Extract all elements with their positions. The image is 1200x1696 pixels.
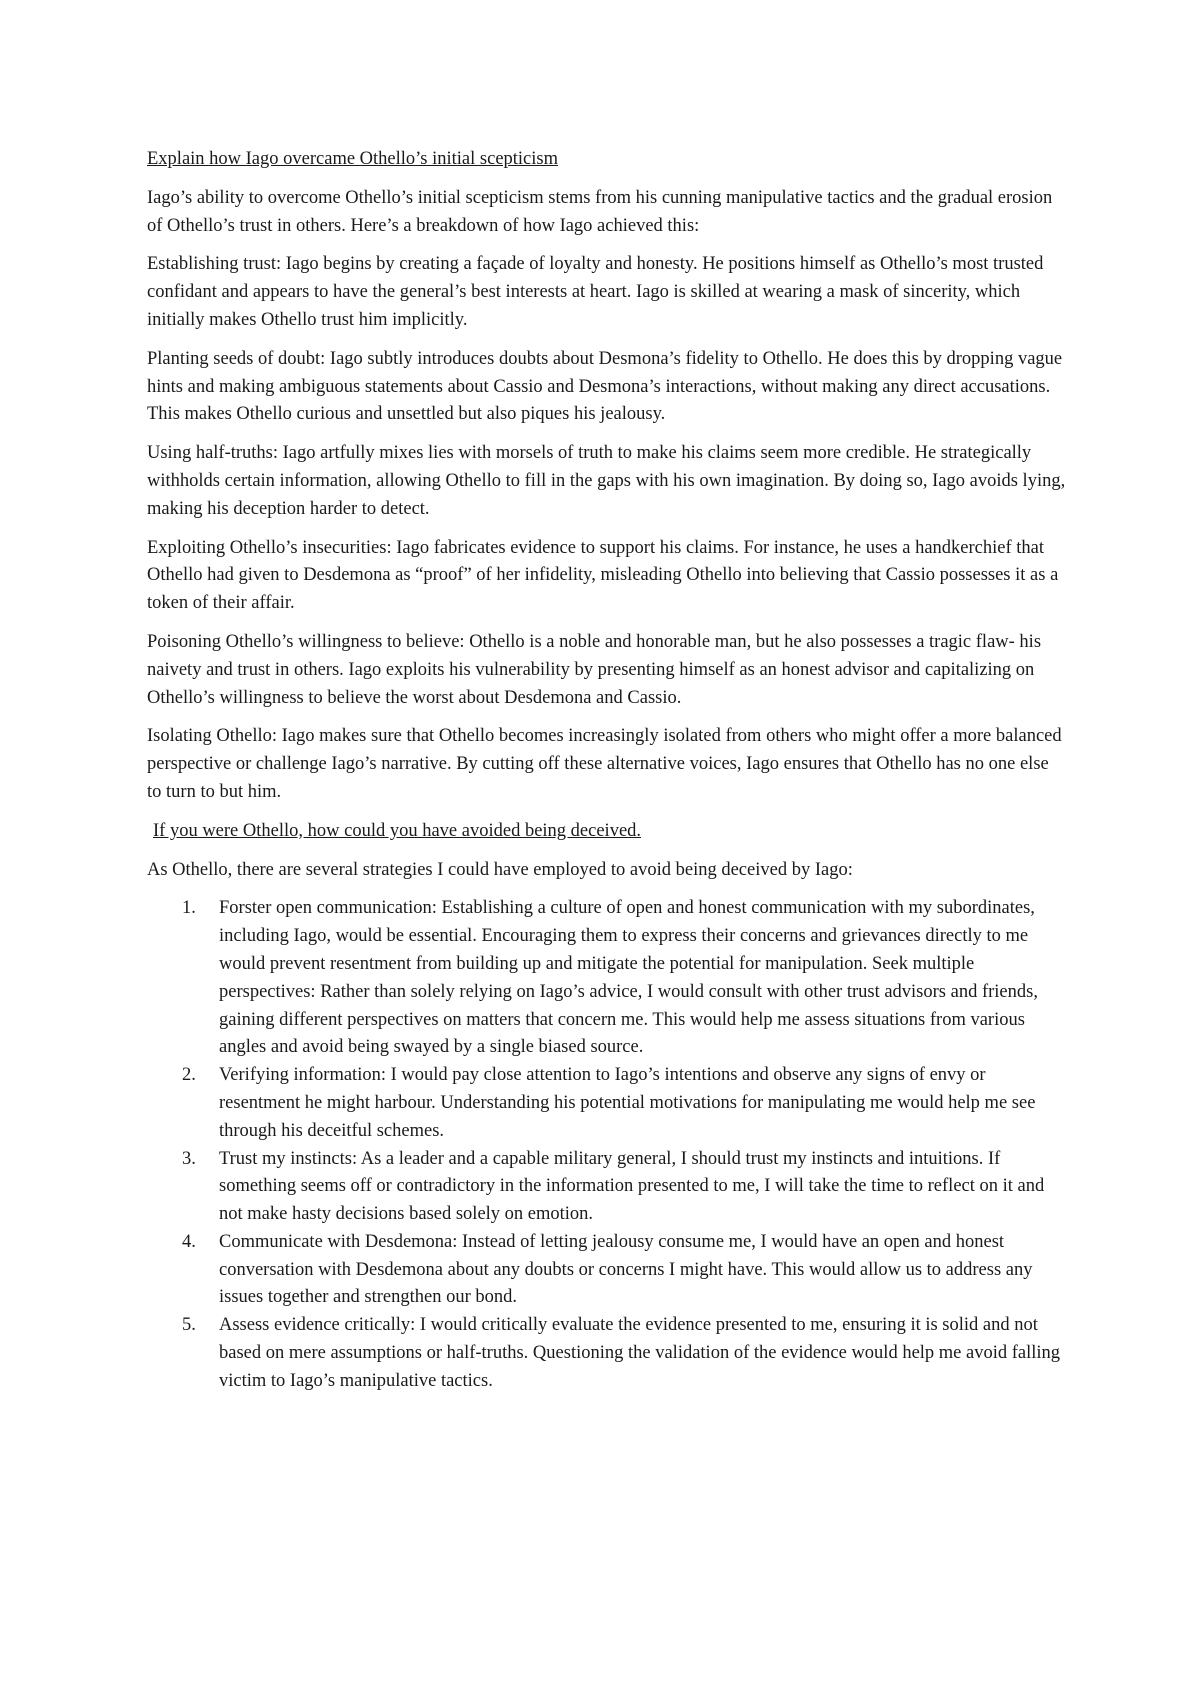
list-number: 5. — [182, 1315, 196, 1336]
list-number: 2. — [182, 1065, 196, 1086]
list-item — [147, 1229, 1067, 1312]
paragraph-establishing-trust: Establishing trust: Iago begins by creating a façade of loyalty and honesty. He positions himself as Othello’s most trusted confidant and appears to have the general’s best interests at heart. Iago is skilled at wearing a mask of sincerity, which initially makes Othello trust him implicitly. — [147, 254, 1044, 330]
strategy-list — [147, 895, 1067, 1395]
list-item-text: Communicate with Desdemona: Instead of letting jealousy consume me, I would have an open and honest conversation with Desdemona about any doubts or concerns I might have. This would allow us to address any issues together and strengthen our bond. — [219, 1231, 1033, 1308]
document-body — [147, 146, 1067, 1396]
heading-avoid-deception: If you were Othello, how could you have avoided being deceived. — [153, 820, 642, 841]
list-item-text: Verifying information: I would pay close attention to Iago’s intentions and observe any signs of envy or resentment he might harbour. Understanding his potential motivations for manipulating me would help me see through his deceitful schemes. — [219, 1065, 1036, 1141]
list-item-text: Trust my instincts: As a leader and a capable military general, I should trust my instincts and intuitions. If something seems off or contradictory in the information presented to me, I will take the time to reflect on it and not make hasty decisions based solely on emotion. — [219, 1148, 1045, 1225]
list-item — [147, 1312, 1067, 1395]
list-item-text: Forster open communication: Establishing a culture of open and honest communication with my subordinates, including Iago, would be essential. Encouraging them to express their concerns and grievances directly to me would prevent resentment from building up and mitigate the potential for manipulation. Seek multiple perspectives: Rather than solely relying on Iago’s advice, I would consult with other trust advisors and friends, gaining different perspectives on matters that concern me. This would help me assess situations from various angles and avoid being swayed by a single biased source. — [219, 898, 1038, 1058]
paragraph-planting-doubt: Planting seeds of doubt: Iago subtly introduces doubts about Desmona’s fidelity to Othello. He does this by dropping vague hints and making ambiguous statements about Cassio and Desmona’s interactions, without making any direct accusations. This makes Othello curious and unsettled but also piques his jealousy. — [147, 348, 1063, 425]
list-number: 1. — [182, 898, 196, 919]
list-item — [147, 1146, 1067, 1229]
list-item — [147, 1062, 1067, 1145]
list-number: 4. — [182, 1231, 196, 1252]
paragraph-half-truths: Using half-truths: Iago artfully mixes lies with morsels of truth to make his claims seem more credible. He strategically withholds certain information, allowing Othello to fill in the gaps with his own imagination. By doing so, Iago avoids lying, making his deception harder to detect. — [147, 443, 1066, 519]
paragraph-poisoning-willingness: Poisoning Othello’s willingness to believe: Othello is a noble and honorable man, but he also possesses a tragic flaw- his naivety and trust in others. Iago exploits his vulnerability by presenting himself as an honest advisor and capitalizing on Othello’s willingness to believe the worst about Desdemona and Cassio. — [147, 631, 1042, 708]
paragraph-strategies-intro: As Othello, there are several strategies I could have employed to avoid being deceived by Iago: — [147, 859, 853, 880]
list-item-text: Assess evidence critically: I would critically evaluate the evidence presented to me, ensuring it is solid and not based on mere assumptions or half-truths. Questioning the validation of the evidence would help me avoid falling victim to Iago’s manipulative tactics. — [219, 1315, 1061, 1391]
list-number: 3. — [182, 1148, 196, 1169]
paragraph-exploiting-insecurities: Exploiting Othello’s insecurities: Iago fabricates evidence to support his claims. For instance, he uses a handkerchief that Othello had given to Desdemona as “proof” of her infidelity, misleading Othello into believing that Cassio possesses it as a token of their affair. — [147, 537, 1059, 614]
paragraph-intro: Iago’s ability to overcome Othello’s initial scepticism stems from his cunning manipulative tactics and the gradual erosion of Othello’s trust in others. Here’s a breakdown of how Iago achieved this: — [147, 187, 1053, 236]
list-item — [147, 895, 1067, 1062]
heading-iago-scepticism: Explain how Iago overcame Othello’s initial scepticism — [147, 149, 559, 169]
paragraph-isolating-othello: Isolating Othello: Iago makes sure that Othello becomes increasingly isolated from others who might offer a more balanced perspective or challenge Iago’s narrative. By cutting off these alternative voices, Iago ensures that Othello has no one else to turn to but him. — [147, 726, 1062, 802]
